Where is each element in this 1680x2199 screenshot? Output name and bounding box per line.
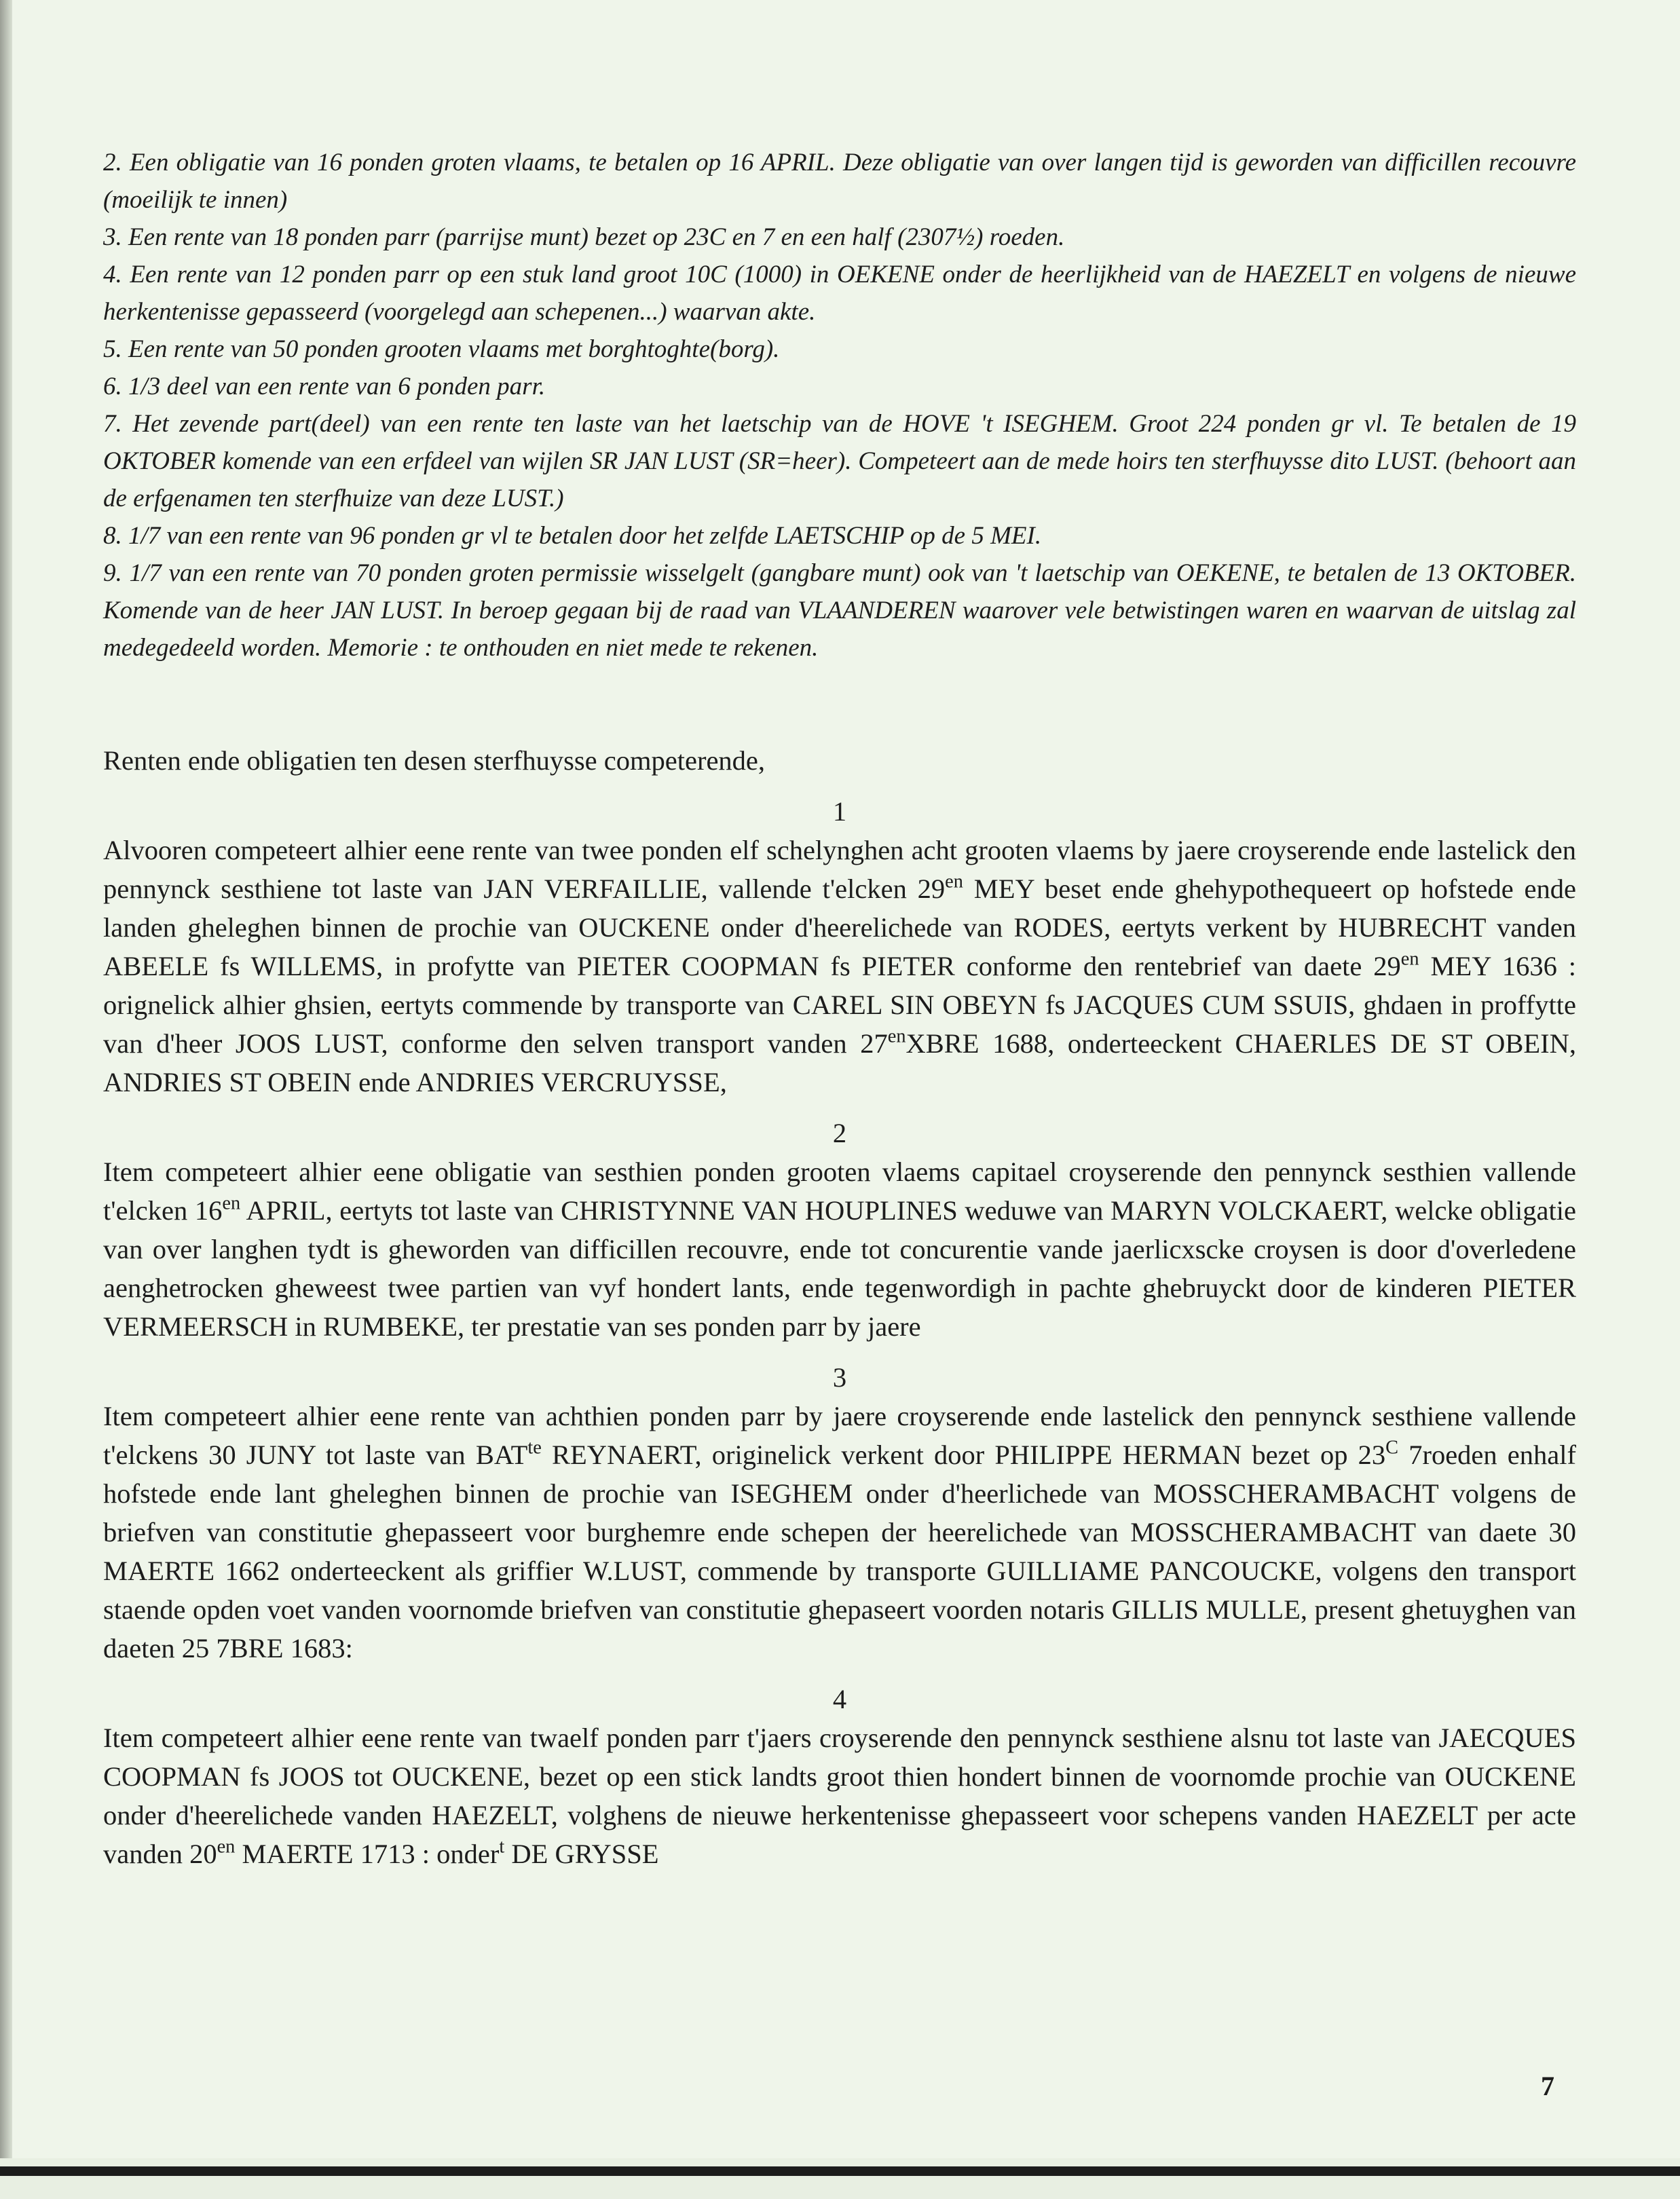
- page-number: 7: [1541, 2071, 1554, 2101]
- section-paragraph: Item competeert alhier eene rente van twaelf ponden parr t'jaers croyserende den pennynck sesthiene alsnu tot laste van JAECQUES COOPMAN fs JOOS tot OUCKENE, bezet op een stick landts groot thien hondert binnen de voornomde prochie van OUCKENE onder d'heerelichede vanden HAEZELT, volghens de nieuwe herkentenisse ghepasseert voor schepens vanden HAEZELT per acte vanden $20^{en}$ MAERTE 1713 : onder$^t$ DE GRYSSE: [103, 1723, 1576, 1869]
- note-item: 8. 1/7 van een rente van 96 ponden gr vl te betalen door het zelfde LAETSCHIP op de 5 MEI.: [103, 522, 1042, 550]
- note-item: 5. Een rente van 50 ponden grooten vlaams met borghtoghte(borg).: [103, 335, 780, 363]
- scan-bottom-edge: [0, 2158, 1680, 2199]
- section-paragraph: Item competeert alhier eene rente van achthien ponden parr by jaere croyserende ende lastelick den pennynck sesthiene vallende t'elckens 30 JUNY tot laste van $BAT^{te}$ REYNAERT, originelick verkent door PHILIPPE HERMAN bezet op $23^C$ 7roeden enhalf hofstede ende lant gheleghen binnen de prochie van ISEGHEM onder d'heerlichede van MOSSCHERAMBACHT volgens de briefven van constitutie ghepasseert voor burghemre ende schepen der heerelichede van MOSSCHERAMBACHT van daete 30 MAERTE 1662 onderteeckent als griffier W.LUST, commende by transporte GUILLIAME PANCOUCKE, volgens den transport staende opden voet vanden voornomde briefven van constitutie ghepaseert voorden notaris GILLIS MULLE, present ghetuyghen van daeten 25 7BRE 1683:: [103, 1401, 1576, 1664]
- section-intro: Renten ende obligatien ten desen sterfhuysse competerende,: [103, 745, 766, 776]
- section-number: 3: [832, 1362, 847, 1393]
- note-item: 9. 1/7 van een rente van 70 ponden groten permissie wisselgelt (gangbare munt) ook van 't laetschip van OEKENE, te betalen de 13 OKTOBER. Komende van de heer JAN LUST. In beroep gegaan bij de raad van VLAANDEREN waarover vele betwistingen waren en waarvan de uitslag zal medegedeeld worden. Memorie : te onthouden en niet mede te rekenen.: [103, 559, 1576, 662]
- note-item: 6. 1/3 deel van een rente van 6 ponden parr.: [103, 373, 546, 400]
- translation-notes: [103, 144, 1576, 666]
- section-number: 4: [832, 1684, 847, 1714]
- section-number: 2: [832, 1118, 847, 1148]
- scan-border-line: [0, 2166, 1680, 2176]
- section-number: 1: [832, 796, 847, 827]
- note-item: 2. Een obligatie van 16 ponden groten vlaams, te betalen op 16 APRIL. Deze obligatie van over langen tijd is geworden van difficillen recouvre (moeilijk te innen): [103, 149, 1576, 214]
- note-item: 7. Het zevende part(deel) van een rente ten laste van het laetschip van de HOVE 't ISEGHEM. Groot 224 ponden gr vl. Te betalen de 19 OKTOBER komende van een erfdeel van wijlen SR JAN LUST (SR=heer). Competeert aan de mede hoirs ten sterfhuysse dito LUST. (behoort aan de erfgenamen ten sterfhuize van deze LUST.): [103, 410, 1576, 512]
- section-paragraph: Item competeert alhier eene obligatie van sesthien ponden grooten vlaems capitael croyserende den pennynck sesthien vallende t'elcken $16^{en}$ APRIL, eertyts tot laste van CHRISTYNNE VAN HOUPLINES weduwe van MARYN VOLCKAERT, welcke obligatie van over langhen tydt is gheworden van difficillen recouvre, ende tot concurentie vande jaerlicxscke croysen is door d'overledene aenghetrocken gheweest twee partien van vyf hondert lants, ende tegenwordigh in pachte ghebruyckt door de kinderen PIETER VERMEERSCH in RUMBEKE, ter prestatie van ses ponden parr by jaere: [103, 1157, 1576, 1342]
- main-text: [103, 741, 1576, 1885]
- note-item: 4. Een rente van 12 ponden parr op een stuk land groot 10C (1000) in OEKENE onder de heerlijkheid van de HAEZELT en volgens de nieuwe herkentenisse gepasseerd (voorgelegd aan schepenen...) waarvan akte.: [103, 261, 1576, 326]
- scan-edge: [0, 0, 12, 2199]
- section-paragraph: Alvooren competeert alhier eene rente van twee ponden elf schelynghen acht grooten vlaems by jaere croyserende ende lastelick den pennynck sesthiene tot laste van JAN VERFAILLIE, vallende t'elcken $29^{en}$ MEY beset ende ghehypothequeert op hofstede ende landen gheleghen binnen de prochie van OUCKENE onder d'heerelichede van RODES, eertyts verkent by HUBRECHT vanden ABEELE fs WILLEMS, in profytte van PIETER COOPMAN fs PIETER conforme den rentebrief van daete $29^{en}$ MEY 1636 : orignelick alhier ghsien, eertyts commende by transporte van CAREL SIN OBEYN fs JACQUES CUM SSUIS, ghdaen in proffytte van d'heer JOOS LUST, conforme den selven transport vanden $27^{en}XBRE$ 1688, onderteeckent CHAERLES DE ST OBEIN, ANDRIES ST OBEIN ende ANDRIES VERCRUYSSE,: [103, 835, 1577, 1097]
- note-item: 3. Een rente van 18 ponden parr (parrijse munt) bezet op 23C en 7 en een half (2307½) roeden.: [103, 223, 1065, 251]
